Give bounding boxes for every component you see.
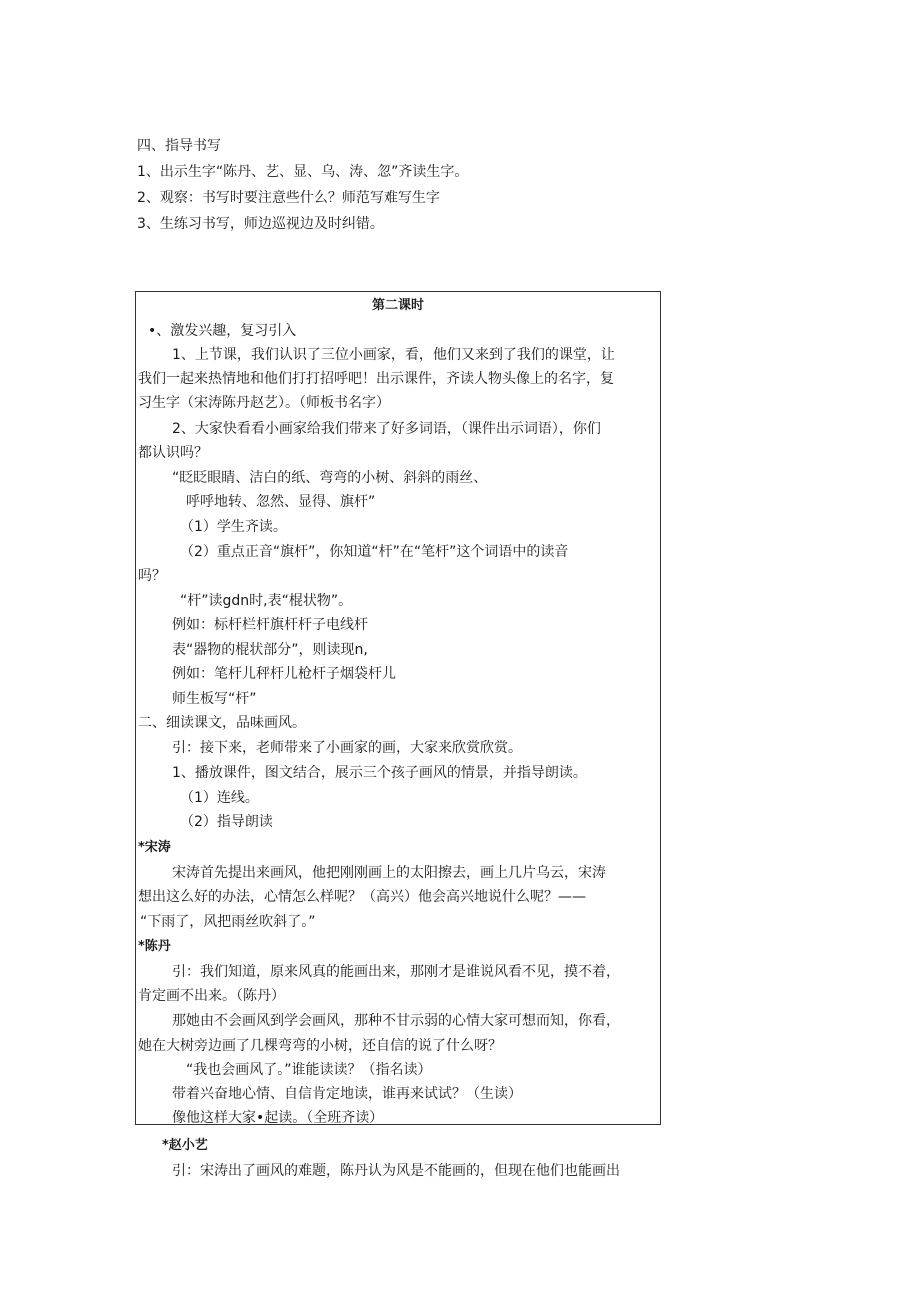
lesson-line: 吗？ bbox=[138, 568, 166, 584]
character-label: *宋涛 bbox=[138, 840, 171, 855]
lesson-line: 1、上节课，我们认识了三位小画家，看，他们又来到了我们的课堂，让 bbox=[172, 347, 615, 363]
lesson-line: （2）重点正音“旗杆”，你知道“杆”在“笔杆”这个词语中的读音 bbox=[180, 544, 569, 560]
lesson-line: 2、大家快看看小画家给我们带来了好多词语，（课件出示词语），你们 bbox=[172, 421, 601, 437]
character-label: *陈丹 bbox=[138, 939, 171, 954]
lesson-line: （2）指导朗读 bbox=[180, 814, 273, 830]
lesson-line: 习生字（宋涛陈丹赵艺）。（师板书名字） bbox=[138, 395, 390, 411]
lesson-line: 引：我们知道，原来风真的能画出来，那刚才是谁说风看不见，摸不着， bbox=[172, 964, 620, 980]
lesson-line: 二、细读课文，品味画风。 bbox=[138, 715, 306, 731]
lesson-line: （1）学生齐读。 bbox=[180, 519, 287, 535]
lesson-line: 像他这样大家•起读。（全班齐读） bbox=[172, 1110, 384, 1126]
lesson-line: 都认识吗？ bbox=[138, 445, 208, 461]
lesson-line: 肯定画不出来。（陈丹） bbox=[138, 988, 285, 1004]
list-item: 1、出示生字“陈丹、艺、显、乌、涛、忽”齐读生字。 bbox=[137, 164, 469, 180]
lesson-line: 师生板写“杆” bbox=[172, 691, 257, 707]
paragraph-line: 引：宋涛出了画风的难题，陈丹认为风是不能画的，但现在他们也能画出 bbox=[172, 1163, 620, 1179]
lesson-line: 表“器物的棍状部分”，则读现n, bbox=[172, 642, 368, 658]
lesson-line: 呼呼地转、忽然、显得、旗杆” bbox=[186, 494, 376, 510]
lesson-line: 1、播放课件，图文结合，展示三个孩子画风的情景，并指导朗读。 bbox=[172, 765, 587, 781]
list-item: 3、生练习书写，师边巡视边及时纠错。 bbox=[137, 216, 384, 232]
list-item: 2、观察：书写时要注意些什么？师范写难写生字 bbox=[137, 190, 440, 206]
lesson-line: 她在大树旁边画了几棵弯弯的小树，还自信的说了什么呀？ bbox=[138, 1038, 502, 1054]
lesson-line: 例如：笔杆儿秤杆儿枪杆子烟袋杆儿 bbox=[172, 666, 396, 682]
lesson-line: “眨眨眼睛、洁白的纸、弯弯的小树、斜斜的雨丝、 bbox=[172, 470, 488, 486]
lesson-line: （1）连线。 bbox=[180, 790, 259, 806]
lesson-line: 宋涛首先提出来画风，他把刚刚画上的太阳擦去，画上几片乌云，宋涛 bbox=[172, 865, 606, 881]
lesson-line: 例如：标杆栏杆旗杆杆子电线杆 bbox=[172, 617, 368, 633]
lesson-line: •、激发兴趣，复习引入 bbox=[148, 323, 297, 339]
lesson-line: 我们一起来热情地和他们打打招呼吧！出示课件，齐读人物头像上的名字，复 bbox=[138, 371, 614, 387]
lesson-title: 第二课时 bbox=[372, 298, 425, 313]
lesson-line: “杆”读gdn时,表“棍状物”。 bbox=[180, 593, 353, 609]
lesson-line: 引：接下来，老师带来了小画家的画，大家来欣赏欣赏。 bbox=[172, 740, 522, 756]
lesson-line: “下雨了，风把雨丝吹斜了。” bbox=[140, 914, 316, 930]
section-heading: 四、指导书写 bbox=[137, 138, 221, 154]
lesson-line: 带着兴奋地心情、自信肯定地读，谁再来试试？（生读） bbox=[172, 1086, 522, 1102]
character-label: *赵小艺 bbox=[162, 1138, 208, 1153]
lesson-line: 想出这么好的办法，心情怎么样呢？（高兴）他会高兴地说什么呢？—— bbox=[138, 889, 586, 905]
lesson-line: “我也会画风了。”谁能读读？（指名读） bbox=[186, 1062, 432, 1078]
lesson-line: 那她由不会画风到学会画风，那种不甘示弱的心情大家可想而知，你看， bbox=[172, 1013, 620, 1029]
